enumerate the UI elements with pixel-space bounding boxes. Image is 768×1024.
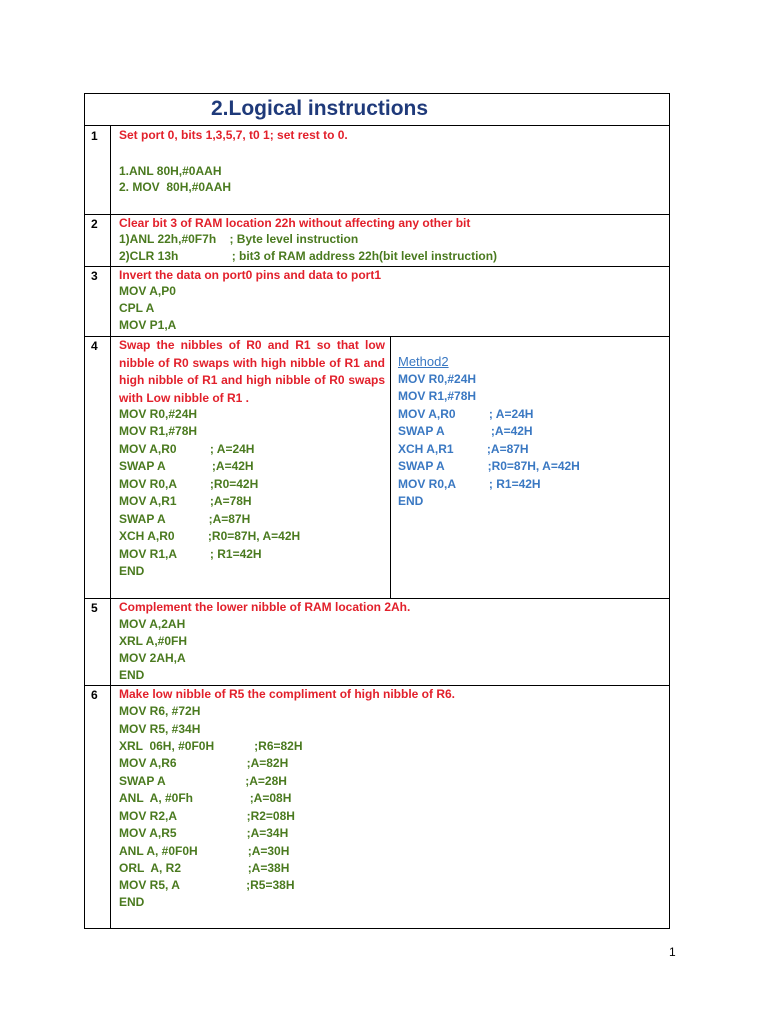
code-line: MOV R1,A ; R1=42H <box>119 547 262 561</box>
method2-code-line: END <box>398 494 424 508</box>
code-line: 1.ANL 80H,#0AAH <box>119 164 222 178</box>
method2-code-line: MOV R0,A ; R1=42H <box>398 477 541 491</box>
code-line: MOV R0,A ;R0=42H <box>119 477 259 491</box>
code-line: SWAP A ;A=42H <box>119 459 254 473</box>
code-line: SWAP A ;A=28H <box>119 774 287 788</box>
code-line: XRL 06H, #0F0H ;R6=82H <box>119 739 303 753</box>
code-line: 2)CLR 13h ; bit3 of RAM address 22h(bit level instruction) <box>119 249 498 263</box>
code-line: 1)ANL 22h,#0F7h ; Byte level instruction <box>119 232 359 246</box>
page-title: 2.Logical instructions <box>211 97 429 120</box>
row-number: 6 <box>91 688 98 702</box>
code-line: MOV R0,#24H <box>119 407 198 421</box>
code-line: XRL A,#0FH <box>119 634 188 648</box>
row-number: 4 <box>91 339 98 353</box>
code-line: END <box>119 895 145 909</box>
code-line: MOV R5, A ;R5=38H <box>119 878 295 892</box>
row-number: 2 <box>91 217 98 231</box>
code-line: MOV R5, #34H <box>119 722 201 736</box>
code-line: ANL A, #0F0H ;A=30H <box>119 844 290 858</box>
method2-code-line: SWAP A ;R0=87H, A=42H <box>398 459 580 473</box>
row-number: 3 <box>91 269 98 283</box>
code-line: MOV R6, #72H <box>119 704 201 718</box>
task-description: Set port 0, bits 1,3,5,7, t0 1; set rest to 0. <box>119 128 348 142</box>
title-row <box>85 94 669 126</box>
method2-code-line: MOV R1,#78H <box>398 389 477 403</box>
code-line: MOV A,R0 ; A=24H <box>119 442 255 456</box>
number-column-divider <box>110 126 111 929</box>
method2-heading: Method2 <box>398 354 449 369</box>
code-line: MOV A,R5 ;A=34H <box>119 826 289 840</box>
method-column-divider <box>390 336 391 598</box>
code-line: MOV 2AH,A <box>119 651 186 665</box>
code-line: SWAP A ;A=87H <box>119 512 251 526</box>
row-number: 5 <box>91 601 98 615</box>
task-description: Clear bit 3 of RAM location 22h without affecting any other bit <box>119 216 471 230</box>
task-description: Swap the nibbles of R0 and R1 so that low nibble of R0 swaps with high nibble of R1 and high nibble of R1 and high nibble of R0 swaps with Low nibble of R1 . <box>119 338 385 405</box>
method2-code-line: MOV A,R0 ; A=24H <box>398 407 534 421</box>
task-description: Complement the lower nibble of RAM location 2Ah. <box>119 600 411 614</box>
code-line: MOV A,R1 ;A=78H <box>119 494 252 508</box>
code-line: ANL A, #0Fh ;A=08H <box>119 791 292 805</box>
code-line: END <box>119 668 145 682</box>
code-line: MOV R1,#78H <box>119 424 198 438</box>
code-line: MOV A,R6 ;A=82H <box>119 756 289 770</box>
method2-code-line: MOV R0,#24H <box>398 372 477 386</box>
page-number: 1 <box>669 945 676 959</box>
method2-code-line: XCH A,R1 ;A=87H <box>398 442 529 456</box>
code-line: MOV A,P0 <box>119 284 176 298</box>
code-line: MOV A,2AH <box>119 617 186 631</box>
code-line: MOV R2,A ;R2=08H <box>119 809 295 823</box>
task-description: Invert the data on port0 pins and data to port1 <box>119 268 382 282</box>
instructions-table <box>84 93 670 929</box>
code-line: CPL A <box>119 301 155 315</box>
code-line: XCH A,R0 ;R0=87H, A=42H <box>119 529 301 543</box>
row-number: 1 <box>91 129 98 143</box>
code-line: ORL A, R2 ;A=38H <box>119 861 290 875</box>
method2-code-line: SWAP A ;A=42H <box>398 424 533 438</box>
task-description: Make low nibble of R5 the compliment of high nibble of R6. <box>119 687 456 701</box>
code-line: 2. MOV 80H,#0AAH <box>119 180 232 194</box>
code-line: MOV P1,A <box>119 318 177 332</box>
code-line: END <box>119 564 145 578</box>
